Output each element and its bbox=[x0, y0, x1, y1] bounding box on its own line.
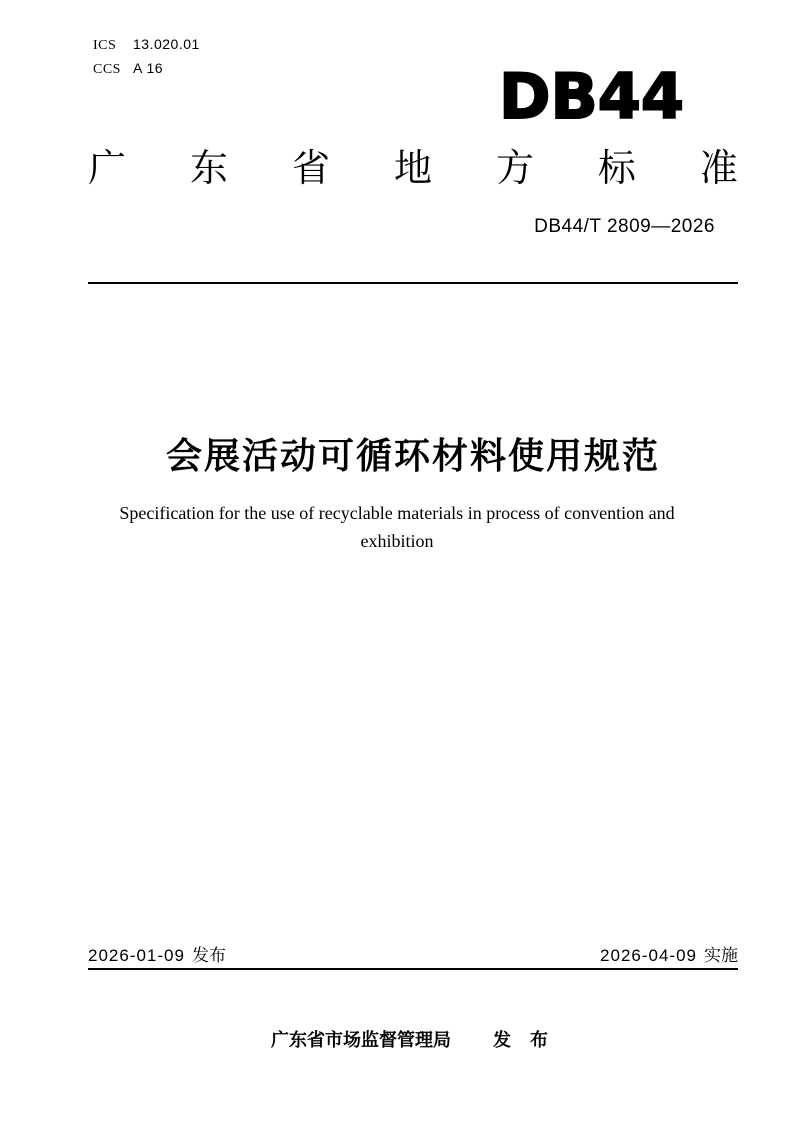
category-char: 广 bbox=[88, 148, 127, 190]
publisher-row bbox=[88, 1026, 738, 1052]
ccs-label: CCS bbox=[93, 62, 121, 77]
ics-label: ICS bbox=[93, 38, 117, 53]
ccs-code: A 16 bbox=[133, 60, 164, 76]
issue-date: 2026-01-09 bbox=[88, 946, 185, 965]
publisher-name: 广东省市场监督管理局 bbox=[270, 1030, 451, 1050]
implement-label: 实施 bbox=[704, 946, 738, 965]
standard-category-title bbox=[88, 148, 738, 192]
category-char: 方 bbox=[495, 148, 534, 190]
issue-label: 发布 bbox=[191, 946, 226, 965]
category-char: 地 bbox=[393, 148, 432, 190]
implement-date-group bbox=[600, 941, 738, 966]
category-char: 准 bbox=[699, 148, 738, 190]
publish-action-label: 发 布 bbox=[492, 1030, 555, 1050]
db44-logo: DB44 bbox=[498, 60, 684, 133]
ccs-row bbox=[93, 57, 200, 81]
category-char: 东 bbox=[189, 148, 228, 190]
footer-rule bbox=[88, 968, 738, 970]
category-char: 标 bbox=[597, 148, 636, 190]
dates-row bbox=[88, 941, 738, 966]
header-rule bbox=[88, 282, 738, 284]
standard-number: DB44/T 2809—2026 bbox=[534, 216, 715, 237]
classification-codes bbox=[93, 33, 200, 81]
implement-date: 2026-04-09 bbox=[600, 946, 697, 965]
document-title-en: Specification for the use of recyclable materials in process of convention and exhibition bbox=[119, 503, 675, 551]
category-char: 省 bbox=[291, 148, 330, 190]
ics-row bbox=[93, 33, 200, 57]
issue-date-group bbox=[88, 941, 226, 966]
ics-code: 13.020.01 bbox=[133, 36, 200, 52]
document-title-zh: 会展活动可循环材料使用规范 bbox=[165, 435, 660, 476]
